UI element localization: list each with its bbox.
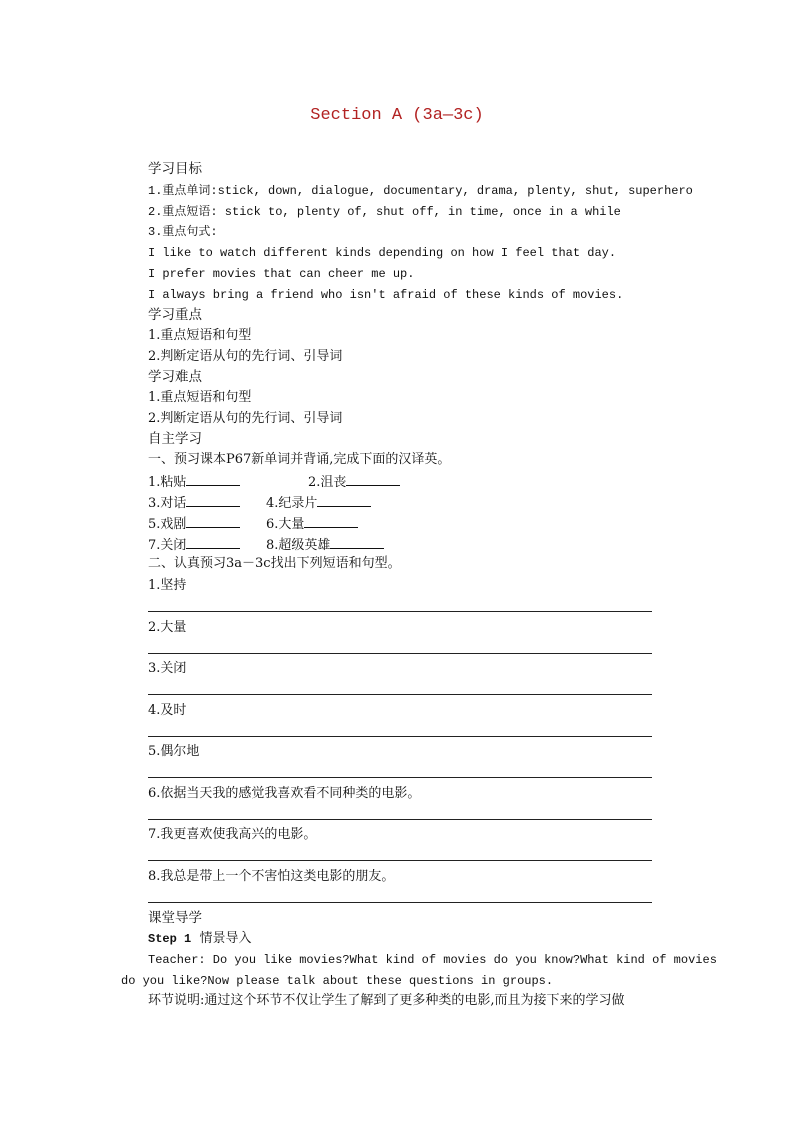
- vocab-item: 6.大量: [266, 515, 358, 533]
- step-title: 情景导入: [199, 931, 252, 946]
- answer-line[interactable]: [148, 653, 652, 654]
- answer-blank[interactable]: [186, 473, 240, 486]
- answer-line[interactable]: [148, 736, 652, 737]
- page-title: Section A (3a—3c): [310, 106, 484, 125]
- vocab-item: 4.纪录片: [266, 494, 371, 512]
- objectives-heading: 学习目标: [148, 161, 202, 177]
- answer-line[interactable]: [148, 611, 652, 612]
- step-heading: [148, 931, 252, 947]
- key-points-heading: 学习重点: [148, 307, 202, 323]
- difficulties-heading: 学习难点: [148, 369, 202, 385]
- phrase-prompt: 8.我总是带上一个不害怕这类电影的朋友。: [148, 869, 395, 884]
- phrase-prompt: 7.我更喜欢使我高兴的电影。: [148, 827, 317, 842]
- class-guide-heading: 课堂导学: [148, 910, 202, 926]
- answer-line[interactable]: [148, 777, 652, 778]
- vocab-item: 1.粘贴: [148, 473, 240, 491]
- vocab-item: 8.超级英雄: [266, 536, 384, 554]
- part1-instruction: 一、预习课本P67新单词并背诵,完成下面的汉译英。: [148, 452, 451, 467]
- objective-item: 3.重点句式:: [148, 225, 218, 239]
- vocab-item: 2.沮丧: [308, 473, 400, 491]
- answer-line[interactable]: [148, 860, 652, 861]
- vocab-item: 3.对话: [148, 494, 240, 512]
- difficulty-item: 2.判断定语从句的先行词、引导词: [148, 411, 343, 426]
- objective-item: 2.重点短语: stick to, plenty of, shut off, in time, once in a while: [148, 205, 621, 219]
- answer-blank[interactable]: [186, 515, 240, 528]
- phrase-prompt: 4.及时: [148, 703, 187, 718]
- answer-blank[interactable]: [186, 536, 240, 549]
- teacher-line: do you like?Now please talk about these questions in groups.: [121, 974, 554, 988]
- phrase-prompt: 6.依据当天我的感觉我喜欢看不同种类的电影。: [148, 786, 421, 801]
- answer-blank[interactable]: [330, 536, 384, 549]
- self-study-heading: 自主学习: [148, 431, 202, 447]
- answer-line[interactable]: [148, 694, 652, 695]
- objective-item: 1.重点单词:stick, down, dialogue, documentary, drama, plenty, shut, superhero: [148, 184, 693, 198]
- step-label: Step 1: [148, 932, 192, 946]
- vocab-item: 7.关闭: [148, 536, 240, 554]
- answer-blank[interactable]: [346, 473, 400, 486]
- answer-blank[interactable]: [304, 515, 358, 528]
- phrase-prompt: 3.关闭: [148, 661, 187, 676]
- phrase-prompt: 2.大量: [148, 620, 187, 635]
- phrase-prompt: 5.偶尔地: [148, 744, 200, 759]
- answer-line[interactable]: [148, 902, 652, 903]
- part2-instruction: 二、认真预习3a－3c找出下列短语和句型。: [148, 556, 401, 571]
- difficulty-item: 1.重点短语和句型: [148, 390, 252, 405]
- step-note: 环节说明:通过这个环节不仅让学生了解到了更多种类的电影,而且为接下来的学习做: [148, 993, 625, 1008]
- key-point-item: 2.判断定语从句的先行词、引导词: [148, 349, 343, 364]
- key-sentence: I prefer movies that can cheer me up.: [148, 267, 415, 281]
- vocab-item: 5.戏剧: [148, 515, 240, 533]
- key-sentence: I always bring a friend who isn't afraid of these kinds of movies.: [148, 288, 624, 302]
- key-point-item: 1.重点短语和句型: [148, 328, 252, 343]
- answer-line[interactable]: [148, 819, 652, 820]
- phrase-prompt: 1.坚持: [148, 578, 187, 593]
- answer-blank[interactable]: [317, 494, 371, 507]
- key-sentence: I like to watch different kinds depending on how I feel that day.: [148, 246, 617, 260]
- teacher-line: Teacher: Do you like movies?What kind of movies do you know?What kind of movies: [148, 953, 717, 967]
- answer-blank[interactable]: [186, 494, 240, 507]
